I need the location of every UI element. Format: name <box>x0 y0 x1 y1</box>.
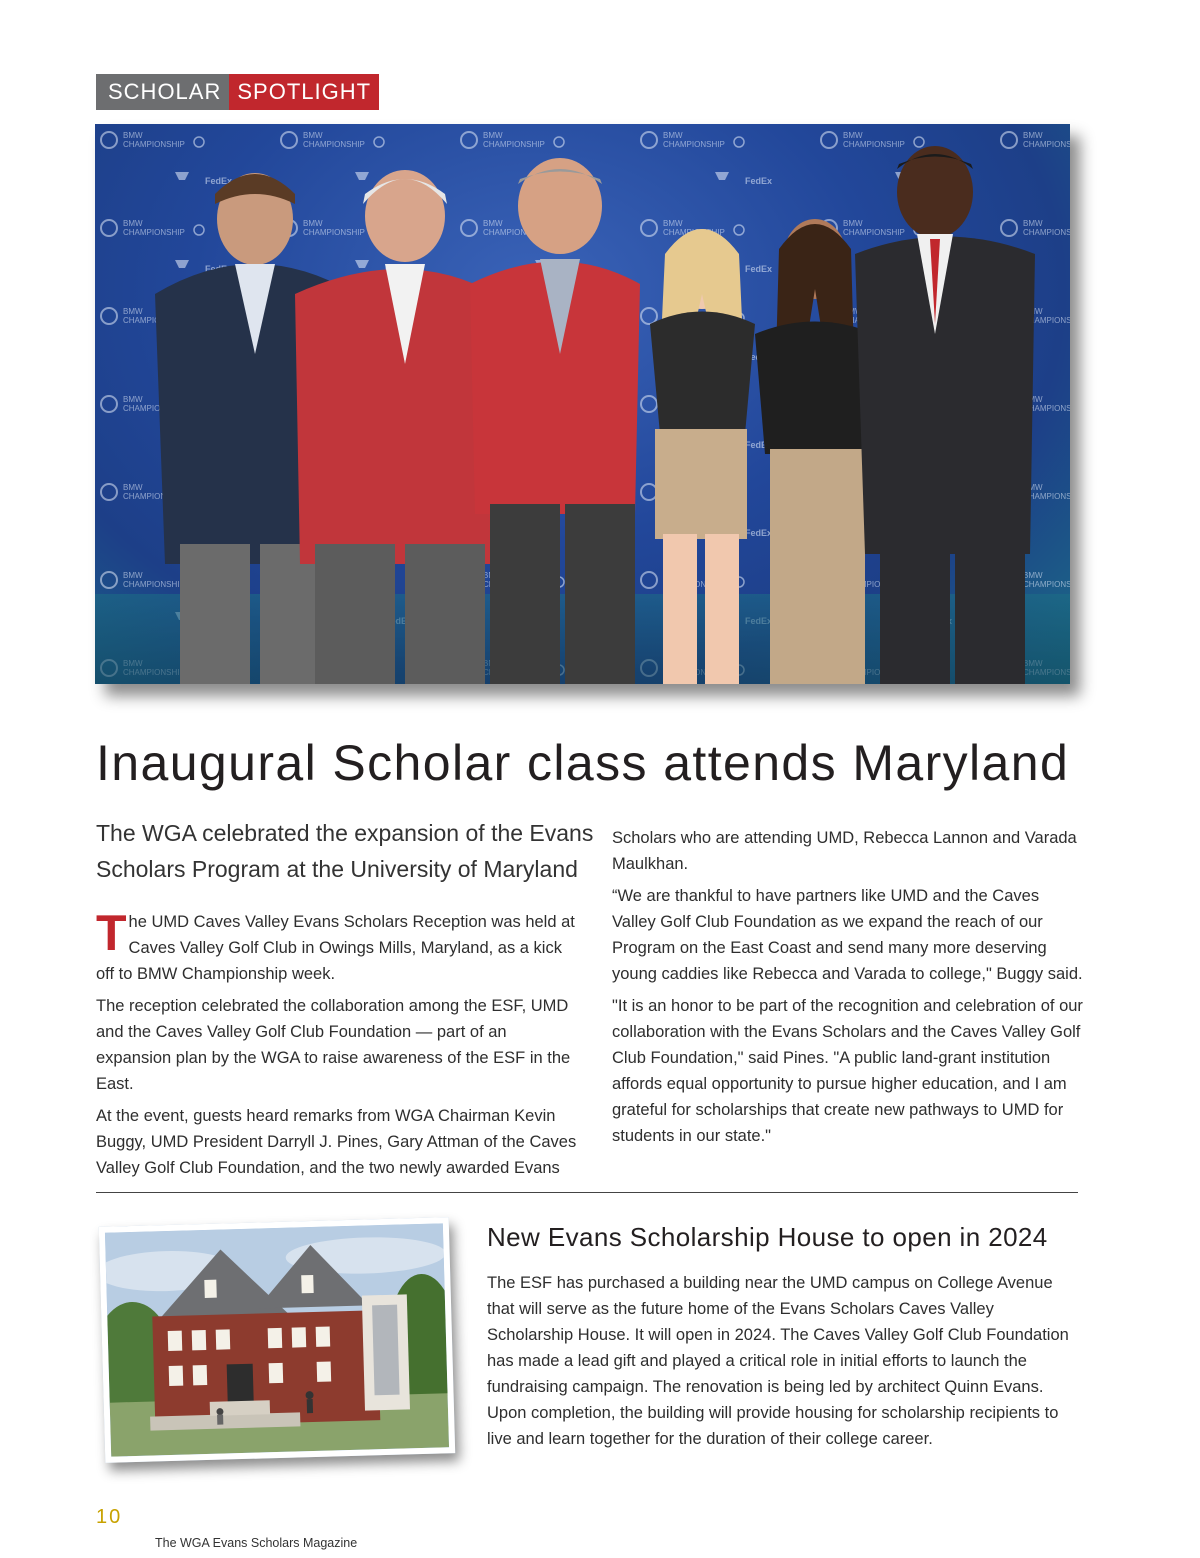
article-column-left <box>96 905 582 1187</box>
sidebar-article-title: New Evans Scholarship House to open in 2024 <box>487 1222 1048 1252</box>
house-rendering-illustration <box>105 1223 449 1456</box>
article-paragraph: At the event, guests heard remarks from WGA Chairman Kevin Buggy, UMD President Darryll J. Pines, Gary Attman of the Caves Valley Golf Club Foundation, and the two newly awarded Evans <box>96 1107 577 1177</box>
page-number: 10 <box>96 1506 123 1528</box>
article-paragraph: "It is an honor to be part of the recognition and celebration of our collaboration with the Evans Scholars and the Caves Valley Golf Club Foundation," said Pines. "A public land-grant institution affords equal opportunity to pursue higher education, and I am grateful for scholarships that create new pathways to UMD for students in our state." <box>612 997 1083 1145</box>
magazine-title: The WGA Evans Scholars Magazine <box>155 1536 358 1550</box>
section-tag-scholar: SCHOLAR <box>96 74 229 110</box>
sidebar-article-body: The ESF has purchased a building near the UMD campus on College Avenue that will serve as the future home of the Evans Scholars Caves Valley Scholarship House. It will open in 2024. The Caves Valley Golf Club Foundation has made a lead gift and played a critical role in initial efforts to launch the fundraising campaign. The renovation is being led by architect Quinn Evans. Upon completion, the building will provide housing for scholarship recipients to live and learn together for the duration of their college career. <box>487 1274 1069 1448</box>
section-tag <box>96 74 379 110</box>
article-paragraph-text: he UMD Caves Valley Evans Scholars Reception was held at Caves Valley Golf Club in Owings Mills, Maryland, as a kick off to BMW Championship week. <box>96 913 575 983</box>
article-paragraph: The reception celebrated the collaboration among the ESF, UMD and the Caves Valley Golf Club Foundation — part of an expansion plan by the WGA to raise awareness of the ESF in the East. <box>96 997 571 1093</box>
article-paragraph: “We are thankful to have partners like UMD and the Caves Valley Golf Club Foundation as we expand the reach of our Program on the East Coast and send many more deserving young caddies like Rebecca and Varada to college," Buggy said. <box>612 887 1083 983</box>
group-photo-illustration <box>95 124 1070 684</box>
article-paragraph: Scholars who are attending UMD, Rebecca Lannon and Varada Maulkhan. <box>612 829 1077 873</box>
section-divider <box>96 1192 1078 1193</box>
group-photo <box>95 124 1070 684</box>
drop-cap: T <box>96 905 127 961</box>
section-tag-spotlight: SPOTLIGHT <box>229 74 379 110</box>
house-rendering-photo <box>99 1217 455 1463</box>
article-paragraph <box>96 905 582 987</box>
article-subhead: The WGA celebrated the expansion of the Evans Scholars Program at the University of Maryland <box>96 820 594 882</box>
article-headline: Inaugural Scholar class attends Maryland <box>96 735 1070 791</box>
article-column-right <box>612 825 1084 1155</box>
